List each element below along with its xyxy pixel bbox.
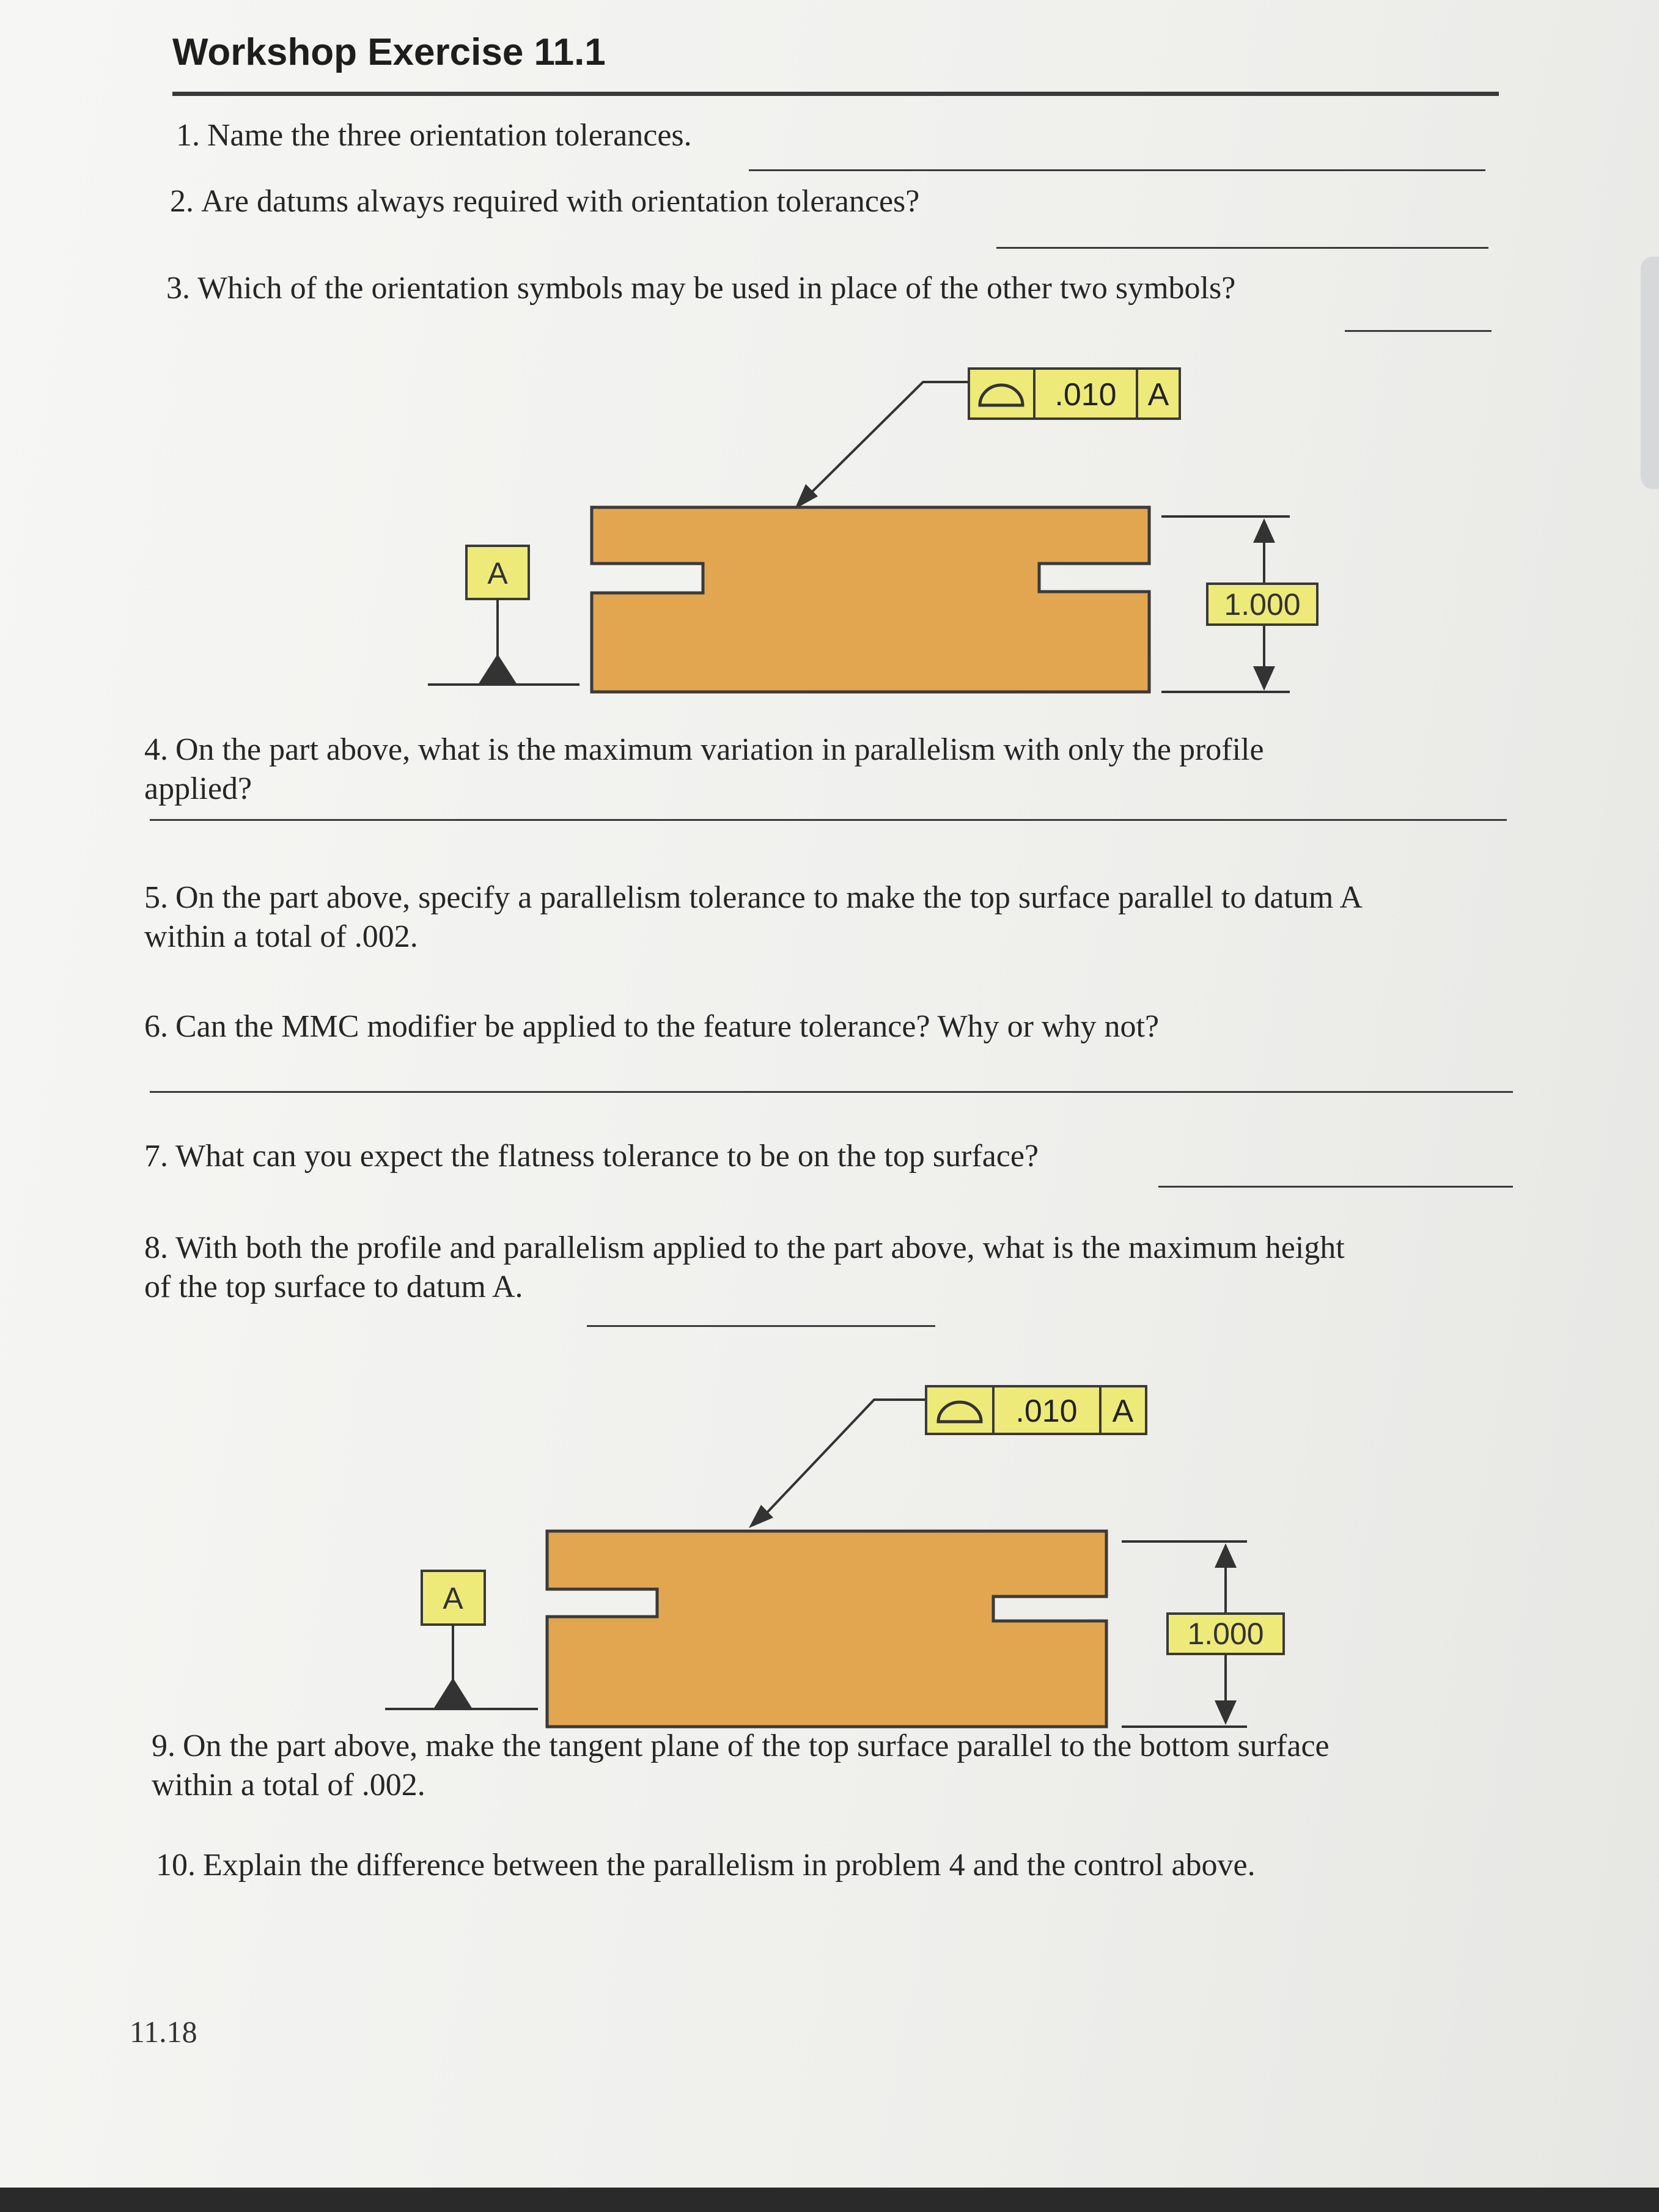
figure-1 xyxy=(428,369,1317,692)
answer-blank-6[interactable] xyxy=(150,1091,1513,1093)
datum-reference: A xyxy=(1147,377,1169,413)
bottom-shadow xyxy=(0,2188,1659,2212)
question-9: 9. On the part above, make the tangent plane of the top surface parallel to the bottom surface within a total of .002. xyxy=(152,1729,1330,1802)
datum-triangle xyxy=(478,654,517,685)
question-2: 2. Are datums always required with orientation tolerances? xyxy=(170,184,920,219)
question-4: 4. On the part above, what is the maximum variation in parallelism with only the profile applied? xyxy=(144,732,1264,806)
question-3: 3. Which of the orientation symbols may be used in place of the other two symbols? xyxy=(166,271,1236,306)
datum-label: A xyxy=(487,556,508,590)
question-6: 6. Can the MMC modifier be applied to the feature tolerance? Why or why not? xyxy=(144,1009,1160,1044)
datum-triangle xyxy=(433,1678,473,1709)
question-1: 1. Name the three orientation tolerances. xyxy=(176,118,692,153)
part-body xyxy=(592,507,1149,692)
dimension-value: 1.000 xyxy=(1224,587,1301,622)
question-8: 8. With both the profile and parallelism applied to the part above, what is the maximum height of the top surface to datum A. xyxy=(144,1230,1345,1304)
datum-reference: A xyxy=(1112,1394,1134,1429)
part-body xyxy=(547,1531,1106,1727)
answer-blank-4[interactable] xyxy=(150,819,1507,821)
datum-label: A xyxy=(443,1581,463,1615)
tolerance-value: .010 xyxy=(1054,377,1117,413)
leader-line xyxy=(806,382,969,498)
question-10: 10. Explain the difference between the parallelism in problem 4 and the control above. xyxy=(156,1848,1256,1883)
page-title: Workshop Exercise 11.1 xyxy=(172,31,606,73)
tolerance-value: .010 xyxy=(1015,1394,1078,1429)
page-number: 11.18 xyxy=(130,2015,197,2049)
figure-2 xyxy=(385,1386,1284,1727)
answer-blank-7[interactable] xyxy=(1158,1186,1513,1188)
question-7: 7. What can you expect the flatness tolerance to be on the top surface? xyxy=(144,1139,1039,1174)
dimension-value: 1.000 xyxy=(1187,1617,1264,1651)
leader-line xyxy=(761,1400,926,1519)
question-5: 5. On the part above, specify a parallelism tolerance to make the top surface parallel to datum A within a total of .002. xyxy=(144,880,1363,954)
answer-blank-8[interactable] xyxy=(587,1325,935,1327)
